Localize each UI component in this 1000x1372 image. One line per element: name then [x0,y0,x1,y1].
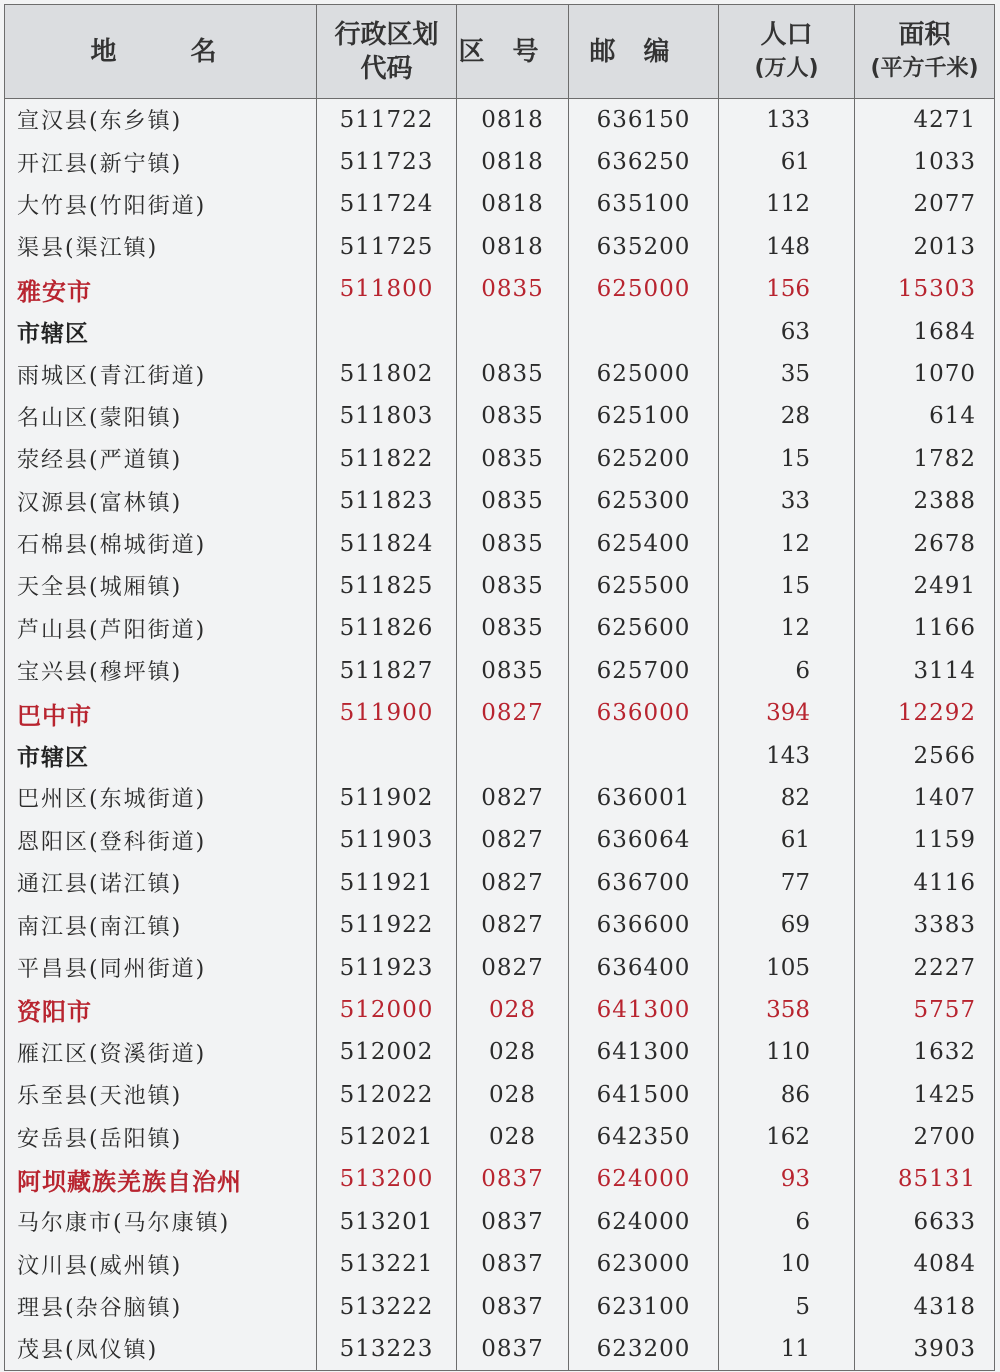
population-cell: 6 [719,1201,855,1243]
table-row [5,99,995,141]
header-population [719,5,855,99]
area-size-cell: 4084 [855,1243,995,1285]
table-row [5,522,995,564]
place-name-cell: 通江县(诺江镇) [5,862,317,904]
division-code-cell: 512022 [317,1073,457,1115]
area-size-cell: 1159 [855,819,995,861]
area-size-cell: 2077 [855,183,995,225]
area-code-cell: 0835 [457,268,569,310]
place-name-cell: 马尔康市(马尔康镇) [5,1201,317,1243]
area-size-cell: 15303 [855,268,995,310]
population-cell: 10 [719,1243,855,1285]
area-code-cell: 0818 [457,99,569,141]
division-code-cell: 511800 [317,268,457,310]
population-cell: 28 [719,395,855,437]
division-code-cell [317,734,457,776]
table-row [5,183,995,225]
population-cell: 5 [719,1285,855,1327]
division-code-cell: 513221 [317,1243,457,1285]
division-code-cell: 511824 [317,522,457,564]
place-name-cell: 平昌县(同州街道) [5,946,317,988]
area-size-cell: 2227 [855,946,995,988]
area-code-cell: 0835 [457,438,569,480]
place-name-cell: 荥经县(严道镇) [5,438,317,480]
area-code-cell: 0837 [457,1243,569,1285]
area-code-cell: 0827 [457,862,569,904]
division-code-cell: 513223 [317,1328,457,1370]
table-row [5,607,995,649]
table-row [5,1285,995,1327]
area-code-cell: 0827 [457,904,569,946]
area-size-cell: 1684 [855,310,995,352]
area-code-cell: 0835 [457,650,569,692]
division-code-cell: 511903 [317,819,457,861]
division-code-cell: 512002 [317,1031,457,1073]
header-area-line2: (平方千米) [870,55,979,81]
table-body [5,99,995,1371]
area-size-cell: 1033 [855,141,995,183]
postcode-cell: 636600 [569,904,719,946]
division-code-cell: 511724 [317,183,457,225]
postcode-cell: 623100 [569,1285,719,1327]
population-cell: 162 [719,1116,855,1158]
table-row [5,777,995,819]
header-postcode: 邮编 [569,5,719,99]
population-cell: 105 [719,946,855,988]
place-name-cell: 雅安市 [5,268,317,310]
area-code-cell: 0818 [457,226,569,268]
area-size-cell: 1632 [855,1031,995,1073]
postcode-cell: 625500 [569,565,719,607]
postcode-cell: 625300 [569,480,719,522]
postcode-cell: 636150 [569,99,719,141]
postcode-cell: 641300 [569,1031,719,1073]
area-code-cell [457,310,569,352]
area-code-cell: 0837 [457,1285,569,1327]
table-row-city [5,692,995,734]
area-size-cell: 6633 [855,1201,995,1243]
table-row [5,353,995,395]
table-row [5,141,995,183]
place-name-cell: 名山区(蒙阳镇) [5,395,317,437]
division-code-cell: 511803 [317,395,457,437]
place-name-cell: 开江县(新宁镇) [5,141,317,183]
population-cell: 12 [719,522,855,564]
header-name: 地名 [5,5,317,99]
place-name-cell: 茂县(凤仪镇) [5,1328,317,1370]
header-area-code: 区号 [457,5,569,99]
population-cell: 156 [719,268,855,310]
postcode-cell: 625000 [569,353,719,395]
area-code-cell: 0827 [457,777,569,819]
postcode-cell: 641500 [569,1073,719,1115]
postcode-cell: 636000 [569,692,719,734]
area-code-cell: 028 [457,989,569,1031]
area-size-cell: 2678 [855,522,995,564]
place-name-cell: 理县(杂谷脑镇) [5,1285,317,1327]
area-size-cell: 614 [855,395,995,437]
population-cell: 33 [719,480,855,522]
table-row [5,1073,995,1115]
population-cell: 112 [719,183,855,225]
header-population-line1: 人口 [760,19,813,50]
area-size-cell: 1070 [855,353,995,395]
division-code-cell: 512021 [317,1116,457,1158]
division-code-cell: 511827 [317,650,457,692]
division-code-cell: 511921 [317,862,457,904]
division-code-cell: 513201 [317,1201,457,1243]
postcode-cell: 625600 [569,607,719,649]
area-size-cell: 4116 [855,862,995,904]
place-name-cell: 宣汉县(东乡镇) [5,99,317,141]
division-code-cell [317,310,457,352]
population-cell: 110 [719,1031,855,1073]
header-area [855,5,995,99]
postcode-cell: 642350 [569,1116,719,1158]
area-size-cell: 5757 [855,989,995,1031]
header-row [5,5,995,99]
area-code-cell: 0827 [457,946,569,988]
division-code-cell: 511802 [317,353,457,395]
population-cell: 148 [719,226,855,268]
area-code-cell: 0835 [457,395,569,437]
place-name-cell: 石棉县(棉城街道) [5,522,317,564]
postcode-cell: 635100 [569,183,719,225]
place-name-cell: 芦山县(芦阳街道) [5,607,317,649]
place-name-cell: 雁江区(资溪街道) [5,1031,317,1073]
area-size-cell: 1166 [855,607,995,649]
population-cell: 61 [719,819,855,861]
postcode-cell: 625100 [569,395,719,437]
division-code-cell: 513200 [317,1158,457,1200]
division-code-cell: 512000 [317,989,457,1031]
table-row [5,395,995,437]
area-code-cell: 0837 [457,1158,569,1200]
division-code-cell: 511900 [317,692,457,734]
table-row [5,819,995,861]
table-row [5,1328,995,1370]
area-code-cell: 028 [457,1073,569,1115]
area-size-cell: 85131 [855,1158,995,1200]
table-row [5,226,995,268]
table-row [5,438,995,480]
area-code-cell: 0827 [457,819,569,861]
population-cell: 82 [719,777,855,819]
table-row [5,565,995,607]
postcode-cell: 636700 [569,862,719,904]
postcode-cell: 641300 [569,989,719,1031]
population-cell: 93 [719,1158,855,1200]
place-name-cell: 安岳县(岳阳镇) [5,1116,317,1158]
place-name-cell: 雨城区(青江街道) [5,353,317,395]
postcode-cell [569,734,719,776]
area-size-cell: 4271 [855,99,995,141]
table-row [5,650,995,692]
place-name-cell: 汶川县(威州镇) [5,1243,317,1285]
table-row [5,946,995,988]
area-code-cell: 028 [457,1031,569,1073]
header-code [317,5,457,99]
area-size-cell: 3114 [855,650,995,692]
population-cell: 86 [719,1073,855,1115]
postcode-cell: 636001 [569,777,719,819]
table-row-district [5,310,995,352]
area-size-cell: 2566 [855,734,995,776]
area-code-cell: 0827 [457,692,569,734]
place-name-cell: 市辖区 [5,734,317,776]
division-code-cell: 511725 [317,226,457,268]
place-name-cell: 阿坝藏族羌族自治州 [5,1158,317,1200]
area-size-cell: 3903 [855,1328,995,1370]
area-code-cell: 0818 [457,183,569,225]
area-size-cell: 4318 [855,1285,995,1327]
postcode-cell: 623200 [569,1328,719,1370]
table-row [5,1243,995,1285]
area-code-cell: 028 [457,1116,569,1158]
area-size-cell: 3383 [855,904,995,946]
table-row-city [5,989,995,1031]
table-row [5,480,995,522]
place-name-cell: 市辖区 [5,310,317,352]
postcode-cell: 636064 [569,819,719,861]
area-size-cell: 1782 [855,438,995,480]
division-code-cell: 511923 [317,946,457,988]
table-row-city [5,268,995,310]
postcode-cell: 624000 [569,1158,719,1200]
place-name-cell: 乐至县(天池镇) [5,1073,317,1115]
header-population-line2: (万人) [754,55,819,81]
division-code-cell: 511822 [317,438,457,480]
place-name-cell: 大竹县(竹阳街道) [5,183,317,225]
area-code-cell: 0835 [457,353,569,395]
place-name-cell: 南江县(南江镇) [5,904,317,946]
postcode-cell: 635200 [569,226,719,268]
area-size-cell: 1425 [855,1073,995,1115]
postcode-cell: 624000 [569,1201,719,1243]
area-code-cell: 0835 [457,522,569,564]
population-cell: 77 [719,862,855,904]
table-row [5,1031,995,1073]
postcode-cell [569,310,719,352]
population-cell: 12 [719,607,855,649]
table-row-city [5,1158,995,1200]
area-code-cell: 0835 [457,480,569,522]
admin-division-table [4,4,995,1371]
population-cell: 394 [719,692,855,734]
division-code-cell: 511722 [317,99,457,141]
area-size-cell: 2491 [855,565,995,607]
table-row-district [5,734,995,776]
area-size-cell: 12292 [855,692,995,734]
division-code-cell: 511826 [317,607,457,649]
postcode-cell: 636400 [569,946,719,988]
postcode-cell: 625000 [569,268,719,310]
header-code-line1: 行政区划 [334,19,439,50]
population-cell: 15 [719,438,855,480]
postcode-cell: 625700 [569,650,719,692]
table-header [5,5,995,99]
area-code-cell: 0837 [457,1201,569,1243]
division-code-cell: 511825 [317,565,457,607]
population-cell: 61 [719,141,855,183]
table-row [5,1116,995,1158]
postcode-cell: 625200 [569,438,719,480]
area-code-cell [457,734,569,776]
population-cell: 143 [719,734,855,776]
postcode-cell: 636250 [569,141,719,183]
place-name-cell: 恩阳区(登科街道) [5,819,317,861]
division-code-cell: 511922 [317,904,457,946]
population-cell: 133 [719,99,855,141]
postcode-cell: 623000 [569,1243,719,1285]
place-name-cell: 汉源县(富林镇) [5,480,317,522]
place-name-cell: 巴州区(东城街道) [5,777,317,819]
place-name-cell: 渠县(渠江镇) [5,226,317,268]
place-name-cell: 巴中市 [5,692,317,734]
area-size-cell: 2388 [855,480,995,522]
place-name-cell: 天全县(城厢镇) [5,565,317,607]
area-size-cell: 2700 [855,1116,995,1158]
area-size-cell: 1407 [855,777,995,819]
division-code-cell: 511823 [317,480,457,522]
table-row [5,904,995,946]
table-row [5,862,995,904]
population-cell: 11 [719,1328,855,1370]
division-code-cell: 511723 [317,141,457,183]
population-cell: 69 [719,904,855,946]
population-cell: 15 [719,565,855,607]
header-code-line2: 代码 [360,53,413,84]
place-name-cell: 宝兴县(穆坪镇) [5,650,317,692]
postcode-cell: 625400 [569,522,719,564]
area-code-cell: 0818 [457,141,569,183]
header-area-line1: 面积 [898,19,951,50]
population-cell: 35 [719,353,855,395]
place-name-cell: 资阳市 [5,989,317,1031]
area-code-cell: 0835 [457,607,569,649]
population-cell: 63 [719,310,855,352]
admin-division-table-container [4,4,994,1371]
area-code-cell: 0835 [457,565,569,607]
population-cell: 6 [719,650,855,692]
division-code-cell: 513222 [317,1285,457,1327]
division-code-cell: 511902 [317,777,457,819]
area-size-cell: 2013 [855,226,995,268]
area-code-cell: 0837 [457,1328,569,1370]
table-row [5,1201,995,1243]
population-cell: 358 [719,989,855,1031]
